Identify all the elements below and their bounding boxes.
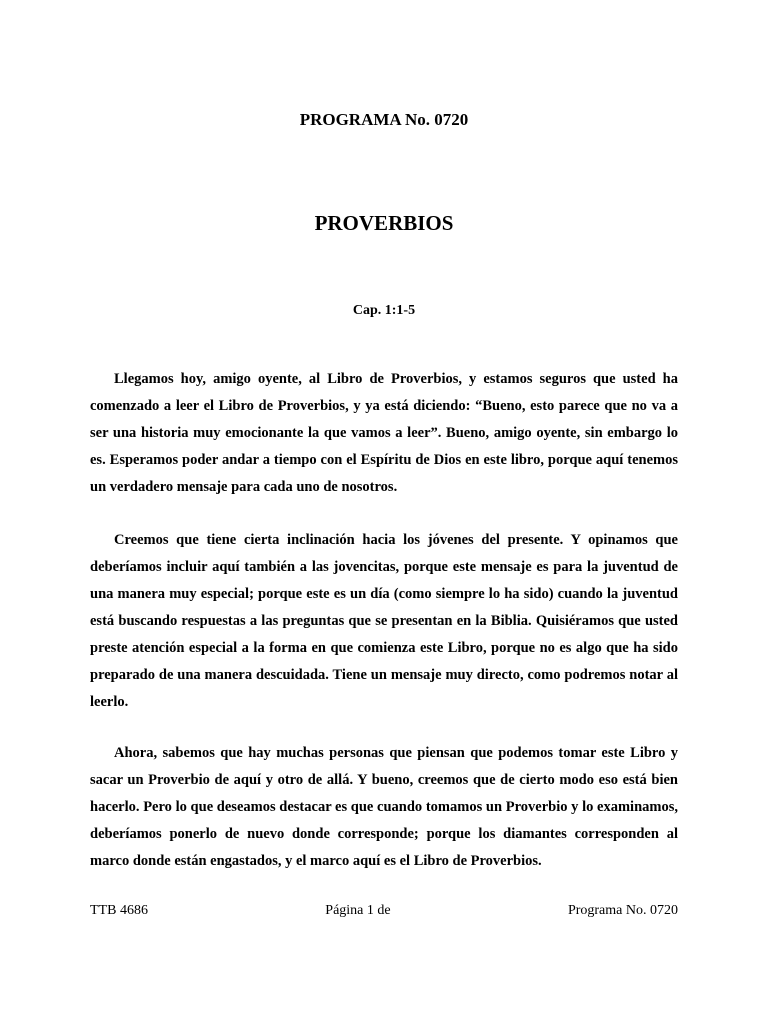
paragraph-3: Ahora, sabemos que hay muchas personas que piensan que podemos tomar este Libro y sacar un Proverbio de aquí y otro de allá. Y bueno, creemos que de cierto modo eso está bien hacerlo. Pero lo que deseamos destacar es que cuando tomamos un Proverbio y lo examinamos, deberíamos ponerlo de nuevo donde corresponde; porque los diamantes corresponden al marco donde están engastados, y el marco aquí es el Libro de Proverbios.: [90, 745, 678, 869]
page-footer: [90, 903, 678, 919]
paragraph-2: Creemos que tiene cierta inclinación hacia los jóvenes del presente. Y opinamos que deberíamos incluir aquí también a las jovencitas, porque este mensaje es para la juventud de una manera muy especial; porque este es un día (como siempre lo ha sido) cuando la juventud está buscando respuestas a las preguntas que se presentan en la Biblia. Quisiéramos que usted preste atención especial a la forma en que comienza este Libro, porque no es algo que ha sido preparado de una manera descuidada. Tiene un mensaje muy directo, como podremos notar al leerlo.: [90, 532, 678, 710]
program-number-heading: PROGRAMA No. 0720: [299, 110, 469, 129]
footer-page-number: Página 1 de: [325, 903, 391, 918]
book-title: PROVERBIOS: [314, 211, 454, 235]
paragraph-1: Llegamos hoy, amigo oyente, al Libro de Proverbios, y estamos seguros que usted ha comenzado a leer el Libro de Proverbios, y ya está diciendo: “Bueno, esto parece que no va a ser una historia muy emocionante la que vamos a leer”. Bueno, amigo oyente, sin embargo lo es. Esperamos poder andar a tiempo con el Espíritu de Dios en este libro, porque aquí tenemos un verdadero mensaje para cada uno de nosotros.: [90, 371, 678, 495]
footer-document-code: TTB 4686: [90, 903, 148, 918]
footer-program-number: Programa No. 0720: [567, 903, 678, 918]
chapter-reference: Cap. 1:1-5: [352, 303, 416, 318]
